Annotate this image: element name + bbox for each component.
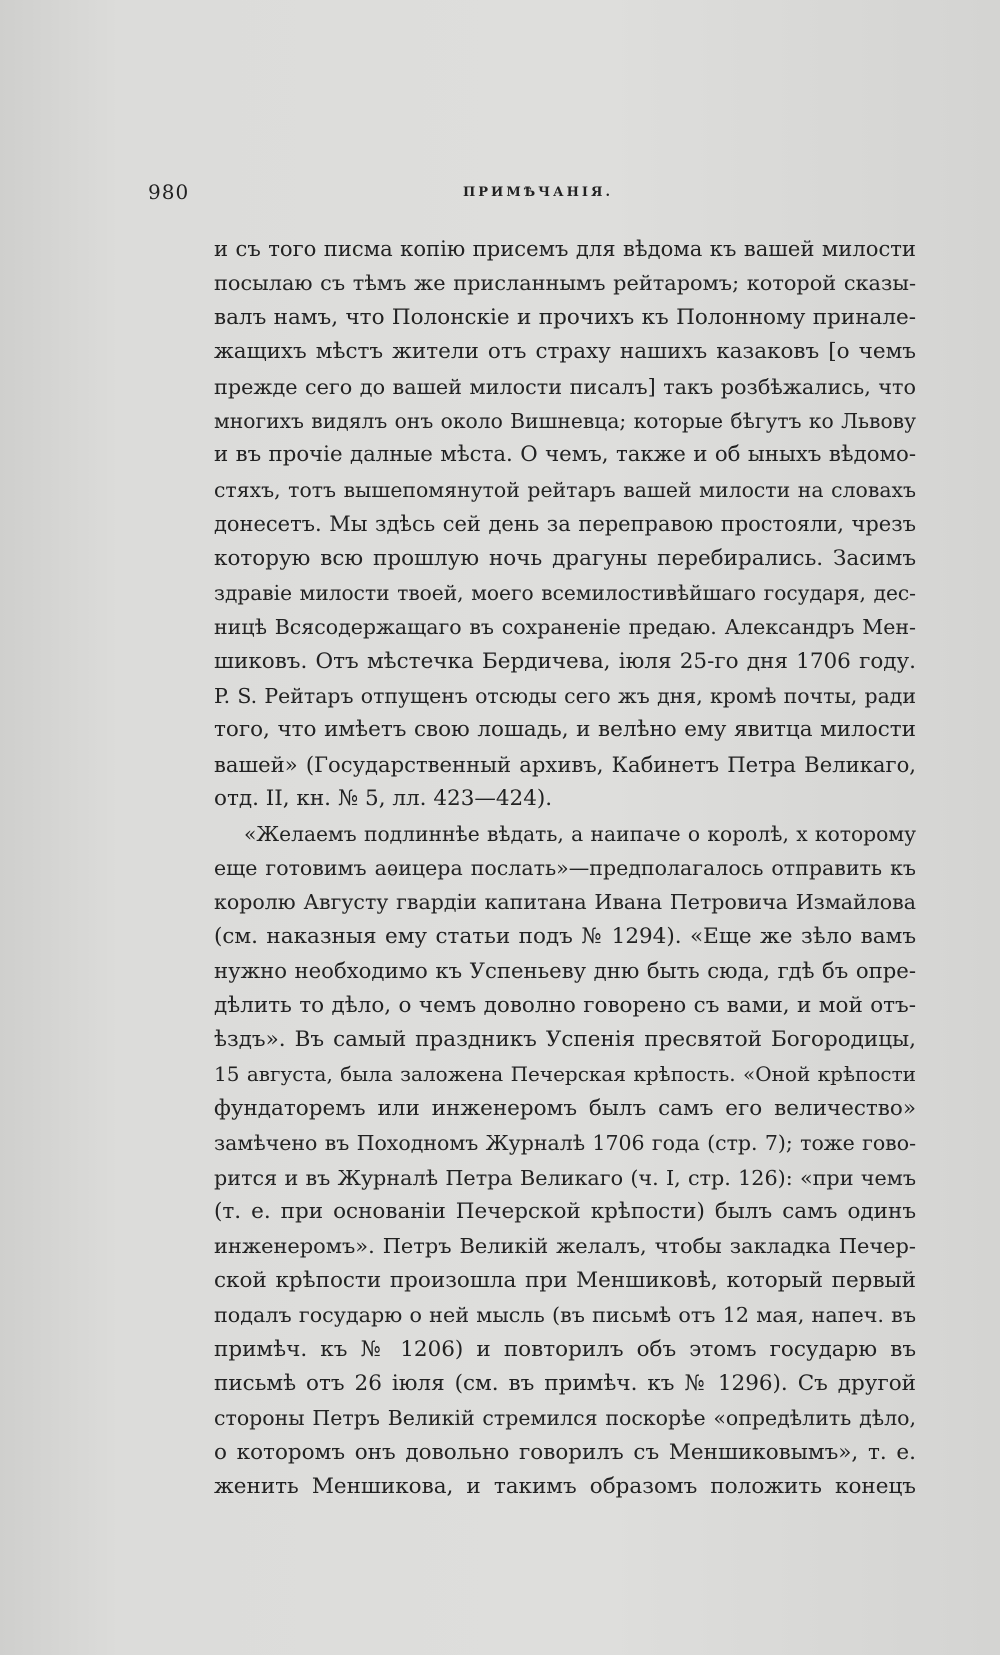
text-line: «Желаемъ подлиннѣе вѣдать, а наипаче о королѣ, х которому: [244, 821, 916, 846]
text-line: еще готовимъ аѳицера послать»—предполагалось отправить къ: [214, 856, 916, 881]
text-line: примѣч. къ № 1206) и повторилъ объ этомъ государю въ: [214, 1336, 916, 1362]
page-header: [148, 180, 616, 210]
text-line: шиковъ. Отъ мѣстечка Бердичева, іюля 25-го дня 1706 году.: [214, 648, 916, 674]
text-line: посылаю съ тѣмъ же присланнымъ рейтаромъ; которой сказы-: [214, 271, 916, 296]
running-head: ПРИМѢЧАНІЯ.: [463, 185, 613, 200]
text-line: замѣчено въ Походномъ Журналѣ 1706 года (стр. 7); тоже гово-: [214, 1131, 916, 1156]
text-line: инженеромъ». Петръ Великій желалъ, чтобы закладка Печер-: [214, 1234, 916, 1259]
text-line: ской крѣпости произошла при Меншиковѣ, который первый: [214, 1267, 916, 1293]
text-line: валъ намъ, что Полонскіе и прочихъ къ Полонному принале-: [214, 304, 916, 330]
text-line: многихъ видялъ онъ около Вишневца; которые бѣгутъ ко Львову: [214, 408, 916, 433]
text-line: о которомъ онъ довольно говорилъ съ Меншиковымъ», т. е.: [214, 1439, 916, 1465]
text-line: того, что имѣетъ свою лошадь, и велѣно ему явитца милости: [214, 717, 916, 743]
text-line: донесетъ. Мы здѣсь сей день за переправою простояли, чрезъ: [214, 512, 916, 537]
text-line: 15 августа, была заложена Печерская крѣпость. «Оной крѣпости: [214, 1062, 916, 1087]
text-line: (т. е. при основаніи Печерской крѣпости) былъ самъ одинъ: [214, 1198, 916, 1224]
text-line: дѣлить то дѣло, о чемъ доволно говорено съ вами, и мой отъ-: [214, 992, 916, 1018]
text-line: фундаторемъ или инженеромъ былъ самъ его величество»: [214, 1095, 916, 1121]
text-line: и съ того писма копію присемъ для вѣдома къ вашей милости: [214, 236, 916, 261]
text-line: отд. II, кн. № 5, лл. 423—424).: [214, 786, 553, 812]
text-line: нужно необходимо къ Успеньеву дню быть сюда, гдѣ бъ опре-: [214, 958, 916, 984]
text-line: вашей» (Государственный архивъ, Кабинетъ Петра Великаго,: [214, 751, 916, 777]
text-line: и въ прочіе далные мѣста. О чемъ, также и об ыныхъ вѣдомо-: [214, 442, 916, 468]
text-line: письмѣ отъ 26 іюля (см. въ примѣч. къ № 1296). Съ другой: [214, 1370, 916, 1396]
text-line: здравіе милости твоей, моего всемилостивѣйшаго государя, дес-: [214, 580, 916, 605]
body-text: [214, 232, 916, 1504]
page-number: 980: [148, 180, 190, 204]
text-line: жащихъ мѣстъ жители отъ страху нашихъ казаковъ [о чемъ: [214, 339, 916, 365]
text-line: стороны Петръ Великій стремился поскорѣе «опредѣлить дѣло,: [214, 1406, 916, 1431]
paragraph-letter-continuation: [214, 232, 916, 817]
text-line: стяхъ, тотъ вышепомянутой рейтаръ вашей милости на словахъ: [214, 477, 916, 502]
text-line: женить Меншикова, и такимъ образомъ положить конецъ: [214, 1474, 916, 1500]
text-line: которую всю прошлую ночь драгуны перебирались. Засимъ: [214, 545, 916, 571]
text-line: рится и въ Журналѣ Петра Великаго (ч. I, стр. 126): «при чемъ: [214, 1165, 916, 1190]
text-line: ницѣ Всясодержащаго въ сохраненіе предаю. Александръ Мен-: [214, 615, 916, 640]
text-line: ѣздъ». Въ самый праздникъ Успенія пресвятой Богородицы,: [214, 1026, 916, 1052]
text-line: P. S. Рейтаръ отпущенъ отсюды сего жъ дня, кромѣ почты, ради: [214, 684, 916, 709]
text-line: королю Августу гвардіи капитана Ивана Петровича Измайлова: [214, 890, 916, 915]
text-line: подалъ государю о ней мысль (въ письмѣ отъ 12 мая, напеч. въ: [214, 1303, 916, 1328]
text-line: прежде сего до вашей милости писалъ] такъ розбѣжались, что: [214, 374, 916, 399]
text-line: (см. наказныя ему статьи подъ № 1294). «Еще же зѣло вамъ: [214, 923, 916, 949]
paragraph-commentary: [214, 817, 916, 1505]
